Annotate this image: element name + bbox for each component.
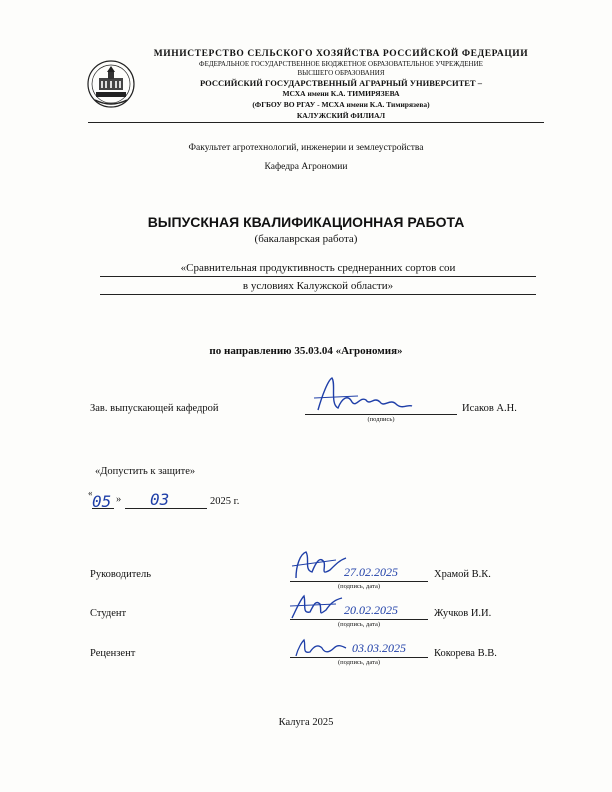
department-name: Кафедра Агрономии	[264, 162, 348, 172]
student-date: 20.02.2025	[344, 603, 398, 617]
admission-year: 2025 г.	[210, 496, 240, 507]
admission-label: «Допустить к защите»	[95, 466, 196, 477]
supervisor-name: Храмой В.К.	[434, 569, 491, 580]
university-emblem	[86, 56, 136, 112]
reviewer-signature-line	[290, 657, 428, 658]
admission-day: 05	[92, 492, 112, 511]
header-divider	[88, 122, 544, 123]
admission-quote-close: »	[116, 494, 122, 505]
education-level: ВЫСШЕГО ОБРАЗОВАНИЯ	[297, 69, 385, 77]
head-signature	[308, 374, 418, 418]
topic-line-2: в условиях Калужской области»	[242, 280, 394, 292]
head-signature-caption: (подпись)	[367, 416, 395, 423]
university-subname: МСХА имени К.А. ТИМИРЯЗЕВА	[282, 89, 400, 98]
student-signature-line	[290, 619, 428, 620]
reviewer-label: Рецензент	[90, 648, 136, 659]
supervisor-signature-line	[290, 581, 428, 582]
student-name: Жучков И.И.	[434, 608, 492, 619]
university-abbreviation: (ФГБОУ ВО РГАУ - МСХА имени К.А. Тимирязева)	[252, 100, 430, 109]
topic-underline-1	[100, 276, 536, 277]
student-label: Студент	[90, 608, 127, 619]
reviewer-name: Кокорева В.В.	[434, 648, 497, 659]
head-of-department-label: Зав. выпускающей кафедрой	[90, 403, 219, 414]
day-underline	[92, 508, 114, 509]
head-of-department-name: Исаков А.Н.	[462, 403, 517, 414]
topic-line-1: «Сравнительная продуктивность среднеранних сортов сои	[180, 262, 456, 274]
supervisor-signature-caption: (подпись, дата)	[337, 583, 381, 590]
student-signature-caption: (подпись, дата)	[337, 621, 381, 628]
city-year: Калуга 2025	[278, 717, 334, 728]
ministry-name: МИНИСТЕРСТВО СЕЛЬСКОГО ХОЗЯЙСТВА РОССИЙСКОЙ ФЕДЕРАЦИИ	[153, 49, 529, 59]
supervisor-date: 27.02.2025	[344, 565, 398, 579]
supervisor-label: Руководитель	[90, 569, 151, 580]
work-type: (бакалаврская работа)	[254, 233, 358, 245]
institution-type: ФЕДЕРАЛЬНОЕ ГОСУДАРСТВЕННОЕ БЮДЖЕТНОЕ ОБРАЗОВАТЕЛЬНОЕ УЧРЕЖДЕНИЕ	[199, 60, 483, 68]
university-name: РОССИЙСКИЙ ГОСУДАРСТВЕННЫЙ АГРАРНЫЙ УНИВЕРСИТЕТ –	[200, 78, 482, 88]
reviewer-date: 03.03.2025	[352, 641, 406, 655]
faculty-name: Факультет агротехнологий, инженерии и землеустройства	[188, 143, 424, 153]
reviewer-signature-caption: (подпись, дата)	[337, 659, 381, 666]
document-title: ВЫПУСКНАЯ КВАЛИФИКАЦИОННАЯ РАБОТА	[147, 214, 465, 230]
document-page: МИНИСТЕРСТВО СЕЛЬСКОГО ХОЗЯЙСТВА РОССИЙСКОЙ ФЕДЕРАЦИИ ФЕДЕРАЛЬНОЕ ГОСУДАРСТВЕННОЕ БЮДЖЕТНОЕ ОБРАЗОВАТЕЛЬНОЕ УЧРЕЖДЕНИЕ ВЫСШЕГО ОБРАЗОВАНИЯ РОССИЙСКИЙ ГОСУДАРСТВЕННЫЙ АГРАРНЫЙ УНИВЕРСИТЕТ – МСХА имени К.А. ТИМИРЯЗЕВА (ФГБОУ ВО РГАУ - МСХА имени К.А. Тимирязева) КАЛУЖСКИЙ ФИЛИАЛ Факультет агротехнологий, инженерии и землеустройства Кафедра Агрономии ВЫПУСКНАЯ КВАЛИФИКАЦИОННАЯ РАБОТА (бакалаврская работа) «Сравнительная продуктивность среднеранних сортов сои в условиях Калужской области» по направлению 35.03.04 «Агрономия» Зав. выпускающей кафедрой (подпись) Исаков А.Н. «Допустить к защите» « 05 » 03 2025 г. Руководитель 27.02.2025 (подпись, дата) Храмой В.К. Студент 20.02.2025 (подпись, дата) Жучков И.И. Рецензент 03.03.2025 (подпись, дата) Кокорева В.В. Калуга 2025	[0, 0, 612, 792]
topic-underline-2	[100, 294, 536, 295]
supervisor-signature	[290, 548, 350, 584]
branch-name: КАЛУЖСКИЙ ФИЛИАЛ	[296, 111, 386, 120]
month-underline	[125, 508, 207, 509]
study-direction: по направлению 35.03.04 «Агрономия»	[209, 345, 403, 357]
admission-month: 03	[150, 490, 170, 509]
